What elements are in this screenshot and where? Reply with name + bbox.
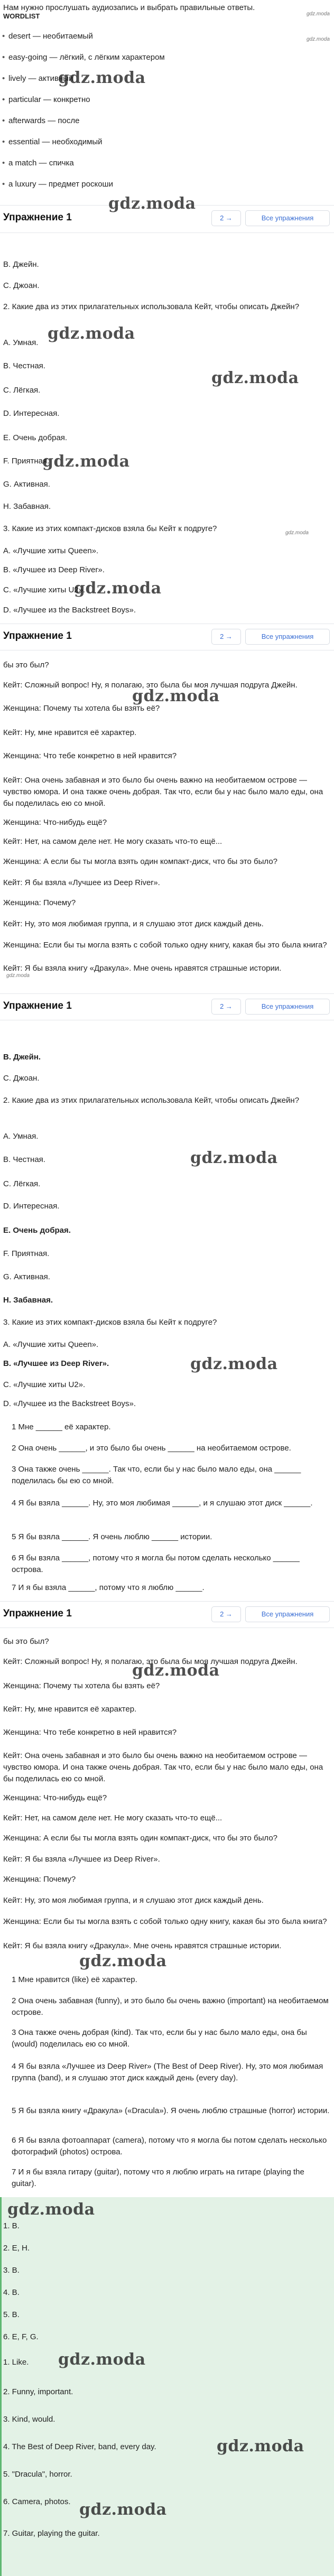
answer-item: 3. B. — [3, 2266, 20, 2275]
watermark: gdz.moda — [190, 1355, 278, 1373]
answer-item: 4. The Best of Deep River, band, every day. — [3, 2442, 156, 2451]
fill-sentence: 1 Мне ______ её характер. — [12, 1422, 111, 1431]
question: 2. Какие два из этих прилагательных использовала Кейт, чтобы описать Джейн? — [3, 1096, 300, 1105]
next-exercise-button[interactable]: 2 → — [211, 1606, 241, 1622]
fill-sentence: 7 И я бы взяла ______, потому что я люблю ______. — [12, 1583, 205, 1592]
filled-sentence: 7 И я бы взяла гитару (guitar), потому что я люблю играть на гитаре (playing the guitar). — [12, 2168, 304, 2188]
dialogue-line: Кейт: Я бы взяла книгу «Дракула». Мне очень нравятся страшные истории. — [3, 964, 282, 973]
option: G. Активная. — [3, 480, 50, 489]
all-exercises-button[interactable]: Все упражнения — [245, 629, 330, 645]
answer-item: 4. B. — [3, 2288, 20, 2297]
fill-sentence: 3 Она также очень ______. Так что, если бы у нас было мало еды, она ______ поделилась бы ею со мной. — [12, 1465, 301, 1485]
watermark: gdz.moda — [58, 2350, 146, 2369]
filled-sentence: 2 Она очень забавная (funny), и это было бы очень важно (important) на необитаемом острове. — [12, 1996, 329, 2017]
dialogue-line: Женщина: Почему ты хотела бы взять её? — [3, 1681, 160, 1690]
dialogue-line: Кейт: Я бы взяла книгу «Дракула». Мне очень нравятся страшные истории. — [3, 1941, 282, 1950]
question: 2. Какие два из этих прилагательных использовала Кейт, чтобы описать Джейн? — [3, 302, 300, 311]
dialogue-line: бы это был? — [3, 661, 49, 669]
watermark: gdz.moda — [108, 194, 196, 213]
dialogue-line: Кейт: Сложный вопрос! Ну, я полагаю, это была бы моя лучшая подруга Джейн. — [3, 681, 298, 690]
answer-option: E. Очень добрая. — [3, 1226, 71, 1235]
watermark: gdz.moda — [79, 2500, 167, 2519]
dialogue-line: Женщина: Что тебе конкретно в ней нравится? — [3, 751, 177, 760]
wordlist-item: • desert — необитаемый — [0, 31, 334, 42]
all-exercises-button[interactable]: Все упражнения — [245, 210, 330, 226]
option: B. «Лучшее из Deep River». — [3, 565, 105, 574]
answer-item: 6. E, F, G. — [3, 2332, 39, 2341]
fill-sentence: 2 Она очень ______, и это было бы очень ______ на необитаемом острове. — [12, 1444, 291, 1453]
answer-option: C. «Лучшие хиты U2». — [3, 1380, 86, 1389]
watermark: gdz.moda — [217, 2437, 304, 2456]
dialogue-line: Женщина: Если бы ты могла взять с собой только одну книгу, какая бы это была книга? — [3, 1917, 327, 1926]
exercise-title: Упражнение 1 — [3, 630, 72, 641]
question: 3. Какие из этих компакт-дисков взяла бы Кейт к подруге? — [3, 1318, 217, 1327]
all-exercises-button[interactable]: Все упражнения — [245, 1606, 330, 1622]
dialogue-line: Женщина: Что-нибудь ещё? — [3, 818, 107, 827]
exercise-title: Упражнение 1 — [3, 1608, 72, 1619]
answer-option: B. «Лучшее из Deep River». — [3, 1359, 109, 1368]
watermark-small: gdz.moda — [6, 973, 30, 979]
all-exercises-button[interactable]: Все упражнения — [245, 999, 330, 1015]
answer-option: G. Активная. — [3, 1272, 50, 1281]
dialogue-line: Кейт: Я бы взяла «Лучшее из Deep River». — [3, 1855, 160, 1864]
dialogue-line: Кейт: Ну, мне нравится её характер. — [3, 1705, 137, 1714]
answer-option: C. Джоан. — [3, 1074, 40, 1083]
option: C. Лёгкая. — [3, 386, 41, 395]
wordlist-title: WORDLIST — [3, 12, 40, 20]
watermark: gdz.moda — [7, 2200, 95, 2219]
option: C. Джоан. — [3, 281, 40, 290]
wordlist-item: • lively — активный — [0, 73, 334, 85]
watermark: gdz.moda — [74, 579, 162, 598]
watermark: gdz.moda — [79, 1952, 167, 1970]
answer-item: 1. Like. — [3, 2358, 29, 2367]
wordlist-item: • easy-going — лёгкий, с лёгким характером — [0, 52, 334, 63]
answer-option: A. Умная. — [3, 1132, 39, 1141]
wordlist-item: • afterwards — после — [0, 115, 334, 127]
dialogue-line: Женщина: Что-нибудь ещё? — [3, 1793, 107, 1802]
answer-option: A. «Лучшие хиты Queen». — [3, 1340, 99, 1349]
filled-sentence: 5 Я бы взяла книгу «Дракула» («Dracula»). Я очень люблю страшные (horror) истории. — [12, 2106, 330, 2115]
wordlist-item: • particular — конкретно — [0, 94, 334, 106]
answer-option: F. Приятная. — [3, 1249, 50, 1258]
dialogue-line: Кейт: Ну, это моя любимая группа, и я слушаю этот диск каждый день. — [3, 1896, 264, 1905]
dialogue-line: Кейт: Она очень забавная и это было бы очень важно на необитаемом острове — чувство юмора. И она также очень добрая. Так что, если бы у нас было мало еды, она бы поделилась ею со мной. — [3, 776, 323, 808]
answer-item: 5. "Dracula", horror. — [3, 2470, 72, 2479]
dialogue-line: Кейт: Ну, мне нравится её характер. — [3, 728, 137, 737]
divider — [0, 993, 334, 994]
answer-option: D. «Лучшее из the Backstreet Boys». — [3, 1399, 136, 1408]
dialogue-line: Женщина: А если бы ты могла взять один компакт-диск, что бы это было? — [3, 1834, 278, 1843]
filled-sentence: 4 Я бы взяла «Лучшее из Deep River» (The Best of Deep River). Ну, это моя любимая группа (band), и я слушаю этот диск каждый день (every day). — [12, 2062, 323, 2082]
watermark: gdz.moda — [42, 452, 130, 471]
option: E. Очень добрая. — [3, 433, 68, 442]
question: 3. Какие из этих компакт-дисков взяла бы Кейт к подруге? — [3, 524, 217, 533]
wordlist-item: • a match — спичка — [0, 157, 334, 169]
divider — [0, 1601, 334, 1602]
fill-sentence: 6 Я бы взяла ______, потому что я могла бы потом сделать несколько ______ острова. — [12, 1554, 300, 1574]
option: B. Джейн. — [3, 260, 39, 269]
watermark: gdz.moda — [48, 324, 135, 343]
answer-option: H. Забавная. — [3, 1296, 53, 1305]
watermark-small: gdz.moda — [307, 11, 330, 17]
option: F. Приятная. — [3, 457, 50, 466]
dialogue-line: Женщина: Если бы ты могла взять с собой только одну книгу, какая бы это была книга? — [3, 941, 327, 950]
filled-sentence: 1 Мне нравится (like) её характер. — [12, 1975, 137, 1984]
watermark-small: gdz.moda — [285, 530, 309, 536]
exercise-title: Упражнение 1 — [3, 1000, 72, 1011]
exercise-title: Упражнение 1 — [3, 212, 72, 223]
watermark: gdz.moda — [211, 369, 299, 387]
answer-option: B. Честная. — [3, 1155, 45, 1164]
dialogue-line: Кейт: Нет, на самом деле нет. Не могу сказать что-то ещё... — [3, 1814, 222, 1822]
dialogue-line: Женщина: Почему? — [3, 1875, 76, 1884]
answer-item: 6. Camera, photos. — [3, 2497, 71, 2506]
answer-item: 2. Funny, important. — [3, 2387, 73, 2396]
dialogue-line: Кейт: Она очень забавная и это было бы очень важно на необитаемом острове — чувство юмора. И она также очень добрая. Так что, если бы у нас было мало еды, она бы поделилась ею со мной. — [3, 1751, 323, 1783]
option: A. «Лучшие хиты Queen». — [3, 546, 99, 555]
dialogue-line: Кейт: Сложный вопрос! Ну, я полагаю, это была бы моя лучшая подруга Джейн. — [3, 1657, 298, 1666]
answer-option: B. Джейн. — [3, 1053, 41, 1062]
watermark-small: gdz.moda — [307, 36, 330, 42]
next-exercise-button[interactable]: 2 → — [211, 629, 241, 645]
wordlist-item: • essential — необходимый — [0, 136, 334, 148]
answer-option: C. Лёгкая. — [3, 1179, 41, 1188]
answer-item: 7. Guitar, playing the guitar. — [3, 2529, 100, 2538]
watermark: gdz.moda — [58, 69, 146, 87]
dialogue-line: бы это был? — [3, 1637, 49, 1646]
option: A. Умная. — [3, 338, 39, 347]
answer-item: 3. Kind, would. — [3, 2415, 55, 2424]
task-text: Нам нужно прослушать аудиозапись и выбрать правильные ответы. — [3, 3, 255, 12]
option: D. Интересная. — [3, 409, 60, 418]
watermark: gdz.moda — [190, 1149, 278, 1167]
dialogue-line: Женщина: Почему? — [3, 898, 76, 907]
fill-sentence: 5 Я бы взяла ______. Я очень люблю ______ истории. — [12, 1532, 212, 1541]
watermark: gdz.moda — [132, 687, 220, 705]
filled-sentence: 6 Я бы взяла фотоаппарат (camera), потому что я могла бы потом сделать несколько фотографий (photos) острова. — [12, 2136, 327, 2156]
answer-item: 2. E, H. — [3, 2244, 30, 2253]
next-exercise-button[interactable]: 2 → — [211, 999, 241, 1015]
dialogue-line: Женщина: Что тебе конкретно в ней нравится? — [3, 1728, 177, 1737]
option: B. Честная. — [3, 361, 45, 370]
option: C. «Лучшие хиты U2». — [3, 585, 86, 594]
answer-item: 5. B. — [3, 2310, 20, 2319]
answer-option: D. Интересная. — [3, 1202, 60, 1211]
option: H. Забавная. — [3, 502, 51, 511]
option: D. «Лучшее из the Backstreet Boys». — [3, 606, 136, 615]
watermark: gdz.moda — [132, 1661, 220, 1680]
dialogue-line: Кейт: Я бы взяла «Лучшее из Deep River». — [3, 878, 160, 887]
dialogue-line: Кейт: Нет, на самом деле нет. Не могу сказать что-то ещё... — [3, 837, 222, 846]
answer-item: 1. B. — [3, 2221, 20, 2230]
dialogue-line: Женщина: А если бы ты могла взять один компакт-диск, что бы это было? — [3, 857, 278, 866]
next-exercise-button[interactable]: 2 → — [211, 210, 241, 226]
fill-sentence: 4 Я бы взяла ______. Ну, это моя любимая ______, и я слушаю этот диск ______. — [12, 1499, 313, 1508]
filled-sentence: 3 Она также очень добрая (kind). Так что, если бы у нас было мало еды, она бы (would) поделилась ею со мной. — [12, 2028, 307, 2049]
dialogue-line: Женщина: Почему ты хотела бы взять её? — [3, 704, 160, 713]
wordlist-item: • a luxury — предмет роскоши — [0, 179, 334, 190]
dialogue-line: Кейт: Ну, это моя любимая группа, и я слушаю этот диск каждый день. — [3, 919, 264, 928]
